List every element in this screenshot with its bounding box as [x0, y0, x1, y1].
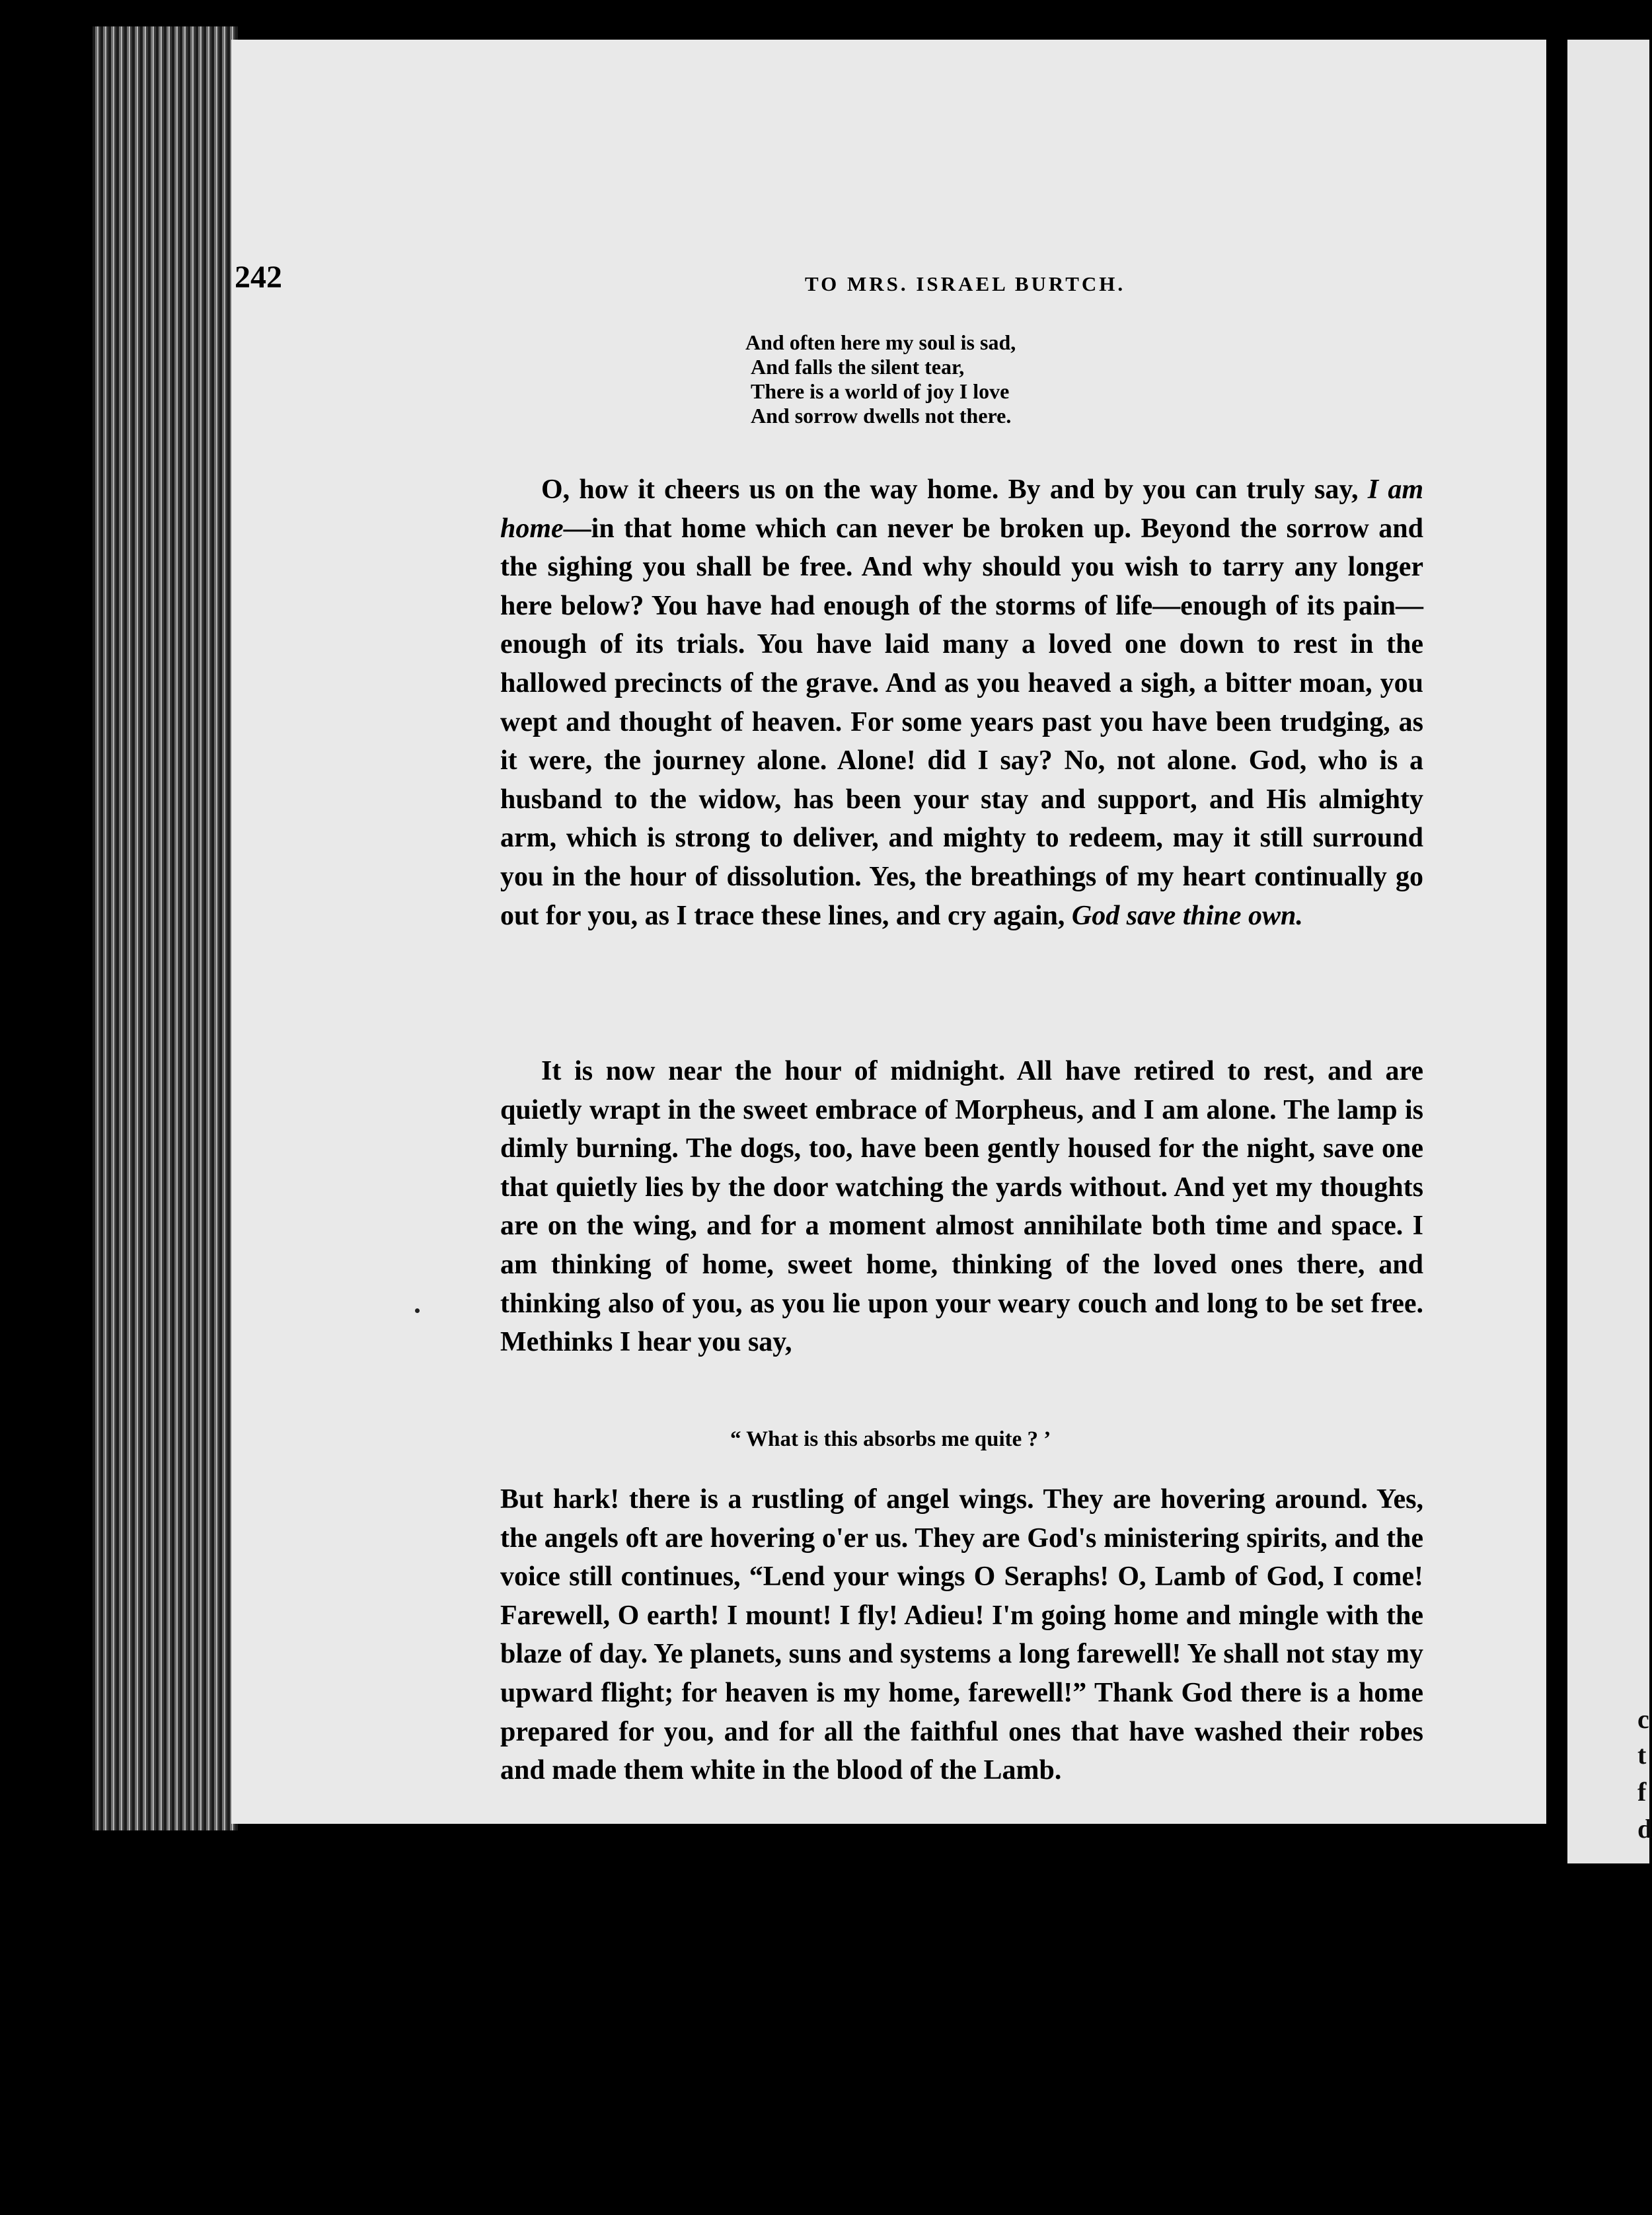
paragraph-text: O, how it cheers us on the way home. By and by you can truly say,	[541, 474, 1368, 505]
facing-page-letter: d	[1637, 1814, 1652, 1844]
verse-stanza	[745, 330, 1016, 428]
page-number: 242	[235, 260, 282, 295]
verse-line: And falls the silent tear,	[751, 355, 965, 379]
ink-speck	[415, 1308, 420, 1313]
facing-page-letter: f	[1637, 1777, 1647, 1807]
facing-page-letter: t	[1637, 1740, 1647, 1770]
quotation: “ What is this absorbs me quite ? ’	[730, 1427, 1051, 1451]
paragraph-angel-wings: But hark! there is a rustling of angel wings. They are hovering around. Yes, the angels oft are hovering o'er us. They are God's ministering spirits, and the voice still continues, “Lend your wings O Seraphs! O, Lamb of God, I come! Farewell, O earth! I mount! I fly! Adieu! I'm going home and mingle with the blaze of day. Ye planets, suns and systems a long farewell! Ye shall not stay my upward flight; for heaven is my home, farewell!” Thank God there is a home prepared for you, and for all the faithful ones that have washed their robes and made them white in the blood of the Lamb.	[500, 1484, 1423, 1786]
italic-phrase: God save thine own.	[1071, 900, 1303, 931]
paragraph-cheers-home	[500, 470, 1423, 935]
paragraph-midnight: It is now near the hour of midnight. All have retired to rest, and are quietly wrapt in the sweet embrace of Morpheus, and I am alone. The lamp is dimly burning. The dogs, too, have been gently housed for the night, save one that quietly lies by the door watching the yards without. And yet my thoughts are on the wing, and for a moment almost annihilate both time and space. I am thinking of home, sweet home, thinking of the loved ones there, and thinking also of you, as you lie upon your weary couch and long to be set free. Methinks I hear you say,	[500, 1056, 1423, 1358]
verse-line: And sorrow dwells not there.	[751, 404, 1012, 428]
verse-line: And often here my soul is sad,	[745, 330, 1016, 354]
facing-page-letter: c	[1637, 1704, 1649, 1734]
running-head: TO MRS. ISRAEL BURTCH.	[805, 272, 1126, 295]
verse-line: There is a world of joy I love	[751, 379, 1010, 403]
italic-phrase: I am home	[500, 474, 1423, 544]
paragraph-text: —in that home which can never be broken up. Beyond the sorrow and the sighing you shall be free. And why should you wish to tarry any longer here below? You have had enough of the storms of life—enough of its pain—enough of its trials. You have laid many a loved one down to rest in the hallowed precincts of the grave. And as you heaved a sigh, a bitter moan, you wept and thought of heaven. For some years past you have been trudging, as it were, the journey alone. Alone! did I say? No, not alone. God, who is a husband to the widow, has been your stay and support, and His almighty arm, which is strong to deliver, and mighty to redeem, may it still surround you in the hour of dissolution. Yes, the breathings of my heart continually go out for you, as I trace these lines, and cry again,	[500, 513, 1423, 931]
book-page-edges	[93, 26, 238, 1830]
facing-page-edge	[1567, 40, 1649, 1863]
